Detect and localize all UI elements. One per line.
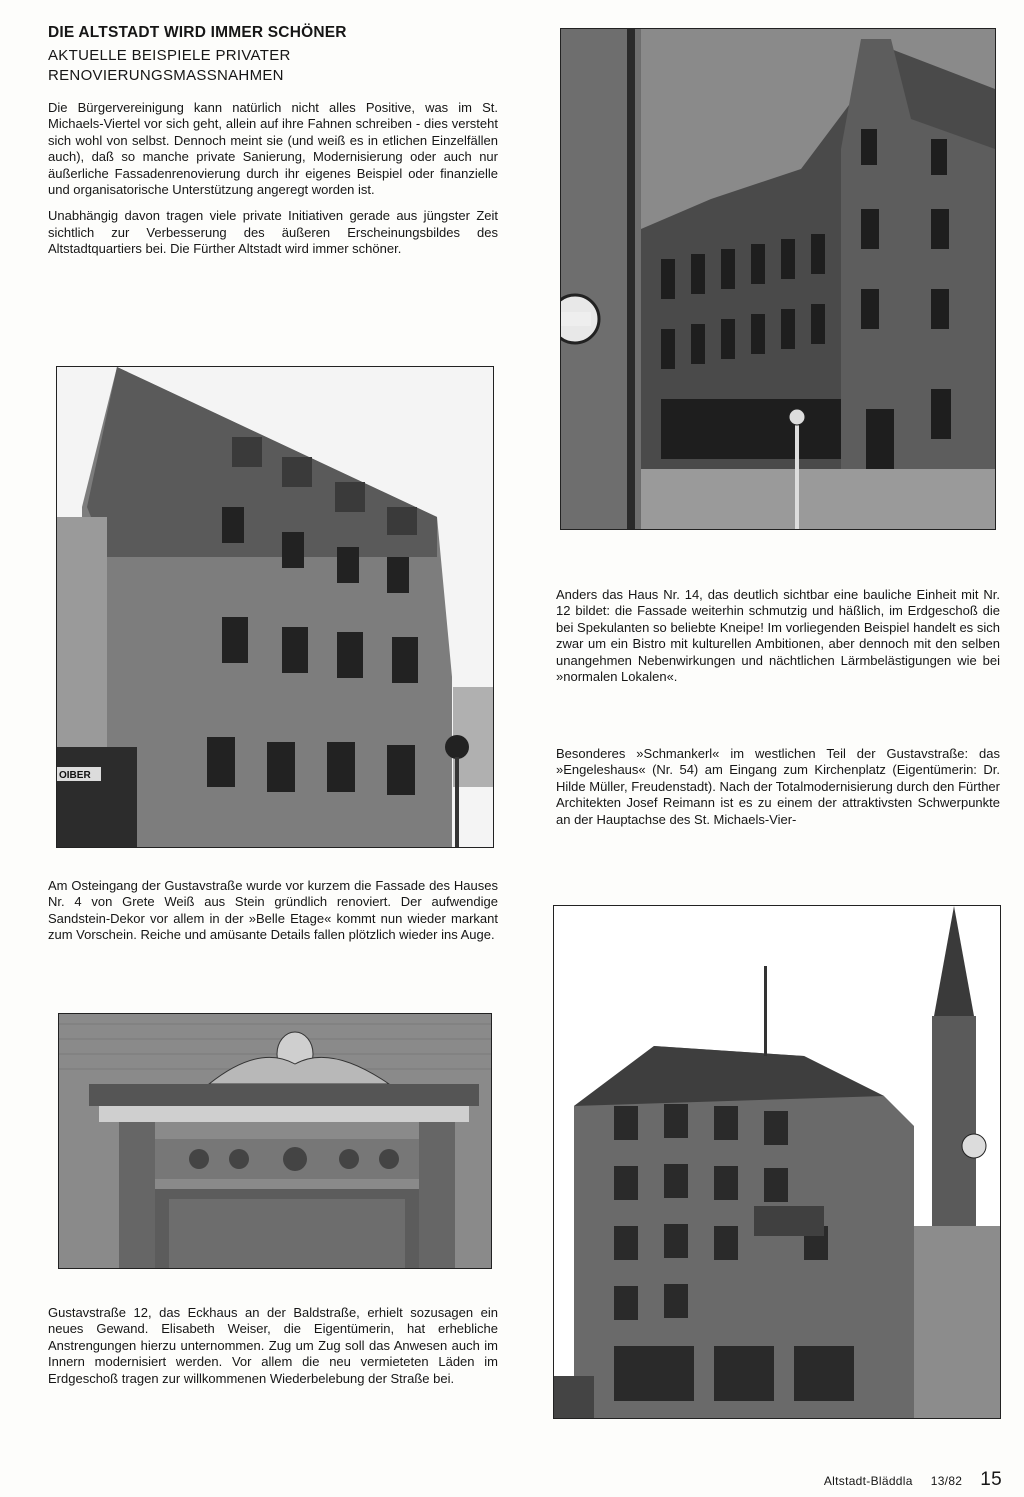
shop-sign-text: OIBER [59, 770, 91, 781]
subtitle-line-2: RENOVIERUNGSMASSNAHMEN [48, 67, 284, 84]
caption-house-14-text: Anders das Haus Nr. 14, das deutlich sichtbar eine bauliche Einheit mit Nr. 12 bildet: die Fassade weiterhin schmutzig und häßlich, im Erdgeschoß die bei Spekulanten so beliebte Kneipe! Im vorliegenden Beispiel handelt es sich zwar um ein Bistro mit kulturellen Ambitionen, aber dennoch mit den selben unangehmen Nebenwirkungen und nächtlichen Lärmbelästigungen wie bei »normalen Lokalen«. [556, 587, 1000, 685]
photo-corner-house-14 [560, 28, 996, 530]
issue-number: 13/82 [930, 1474, 963, 1488]
intro-paragraph-1: Die Bürgervereinigung kann natürlich nicht alles Positive, was im St. Michaels-Viertel vor sich geht, allein auf ihre Fahnen schreiben - dies versteht sich wohl von selbst. Dennoch meint sie (und weiß es in etlichen Einzelfällen auch), daß so manche private Sanierung, Modernisierung oder auch nur äußerliche Fassadenrenovierung durch ihr eigenes Beispiel oder finanzielle und organisatorische Unterstützung angeregt worden ist. [48, 100, 498, 198]
caption-house-14 [556, 587, 1000, 685]
intro-text [48, 100, 498, 258]
page-footer [824, 1469, 1002, 1491]
caption-engeleshaus-text: Besonderes »Schmankerl« im westlichen Teil der Gustavstraße: das »Engeleshaus« (Nr. 54) am Eingang zum Kirchenplatz (Eigentümerin: Dr. Hilde Müller, Freudenstadt). Nach der Totalmodernisierung durch den Fürther Architekten Josef Reimann ist es zu einem der attraktivsten Schwerpunkte an der Hauptachse des St. Michaels-Vier- [556, 746, 1000, 827]
subtitle-line-1: AKTUELLE BEISPIELE PRIVATER [48, 47, 291, 64]
photo-house-4 [56, 366, 494, 848]
caption-house-4 [48, 878, 498, 944]
photo-sandstone-decor [58, 1013, 492, 1269]
caption-house-12 [48, 1305, 498, 1387]
publication-name: Altstadt-Bläddla [823, 1474, 913, 1488]
intro-paragraph-2: Unabhängig davon tragen viele private Initiativen gerade aus jüngster Zeit sichtlich zur Verbesserung des äußeren Erscheinungsbildes des Altstadtquartiers bei. Die Fürther Altstadt wird immer schöner. [48, 208, 498, 257]
article-subtitle [48, 46, 518, 86]
photo-engeleshaus [553, 905, 1001, 1419]
article-title: DIE ALTSTADT WIRD IMMER SCHÖNER [48, 24, 347, 41]
caption-house-12-text: Gustavstraße 12, das Eckhaus an der Baldstraße, erhielt sozusagen ein neues Gewand. Elisabeth Weiser, die Eigentümerin, hat erhebliche Anstrengungen hierzu unternommen. Zug um Zug soll das Anwesen auch im Innern modernisiert werden. Vor allem die neu vermieteten Läden im Erdgeschoß tragen zur willkommenen Wiederbelebung der Straße bei. [48, 1305, 498, 1386]
caption-engeleshaus [556, 746, 1000, 828]
page-number: 15 [980, 1469, 1002, 1490]
caption-house-4-text: Am Osteingang der Gustavstraße wurde vor kurzem die Fassade des Hauses Nr. 4 von Grete Weiß aus Stein gründlich renoviert. Der aufwendige Sandstein-Dekor vor allem in der »Belle Etage« kommt nun wieder markant zum Vorschein. Reiche und amüsante Details fallen plötzlich wieder ins Auge. [48, 878, 498, 943]
